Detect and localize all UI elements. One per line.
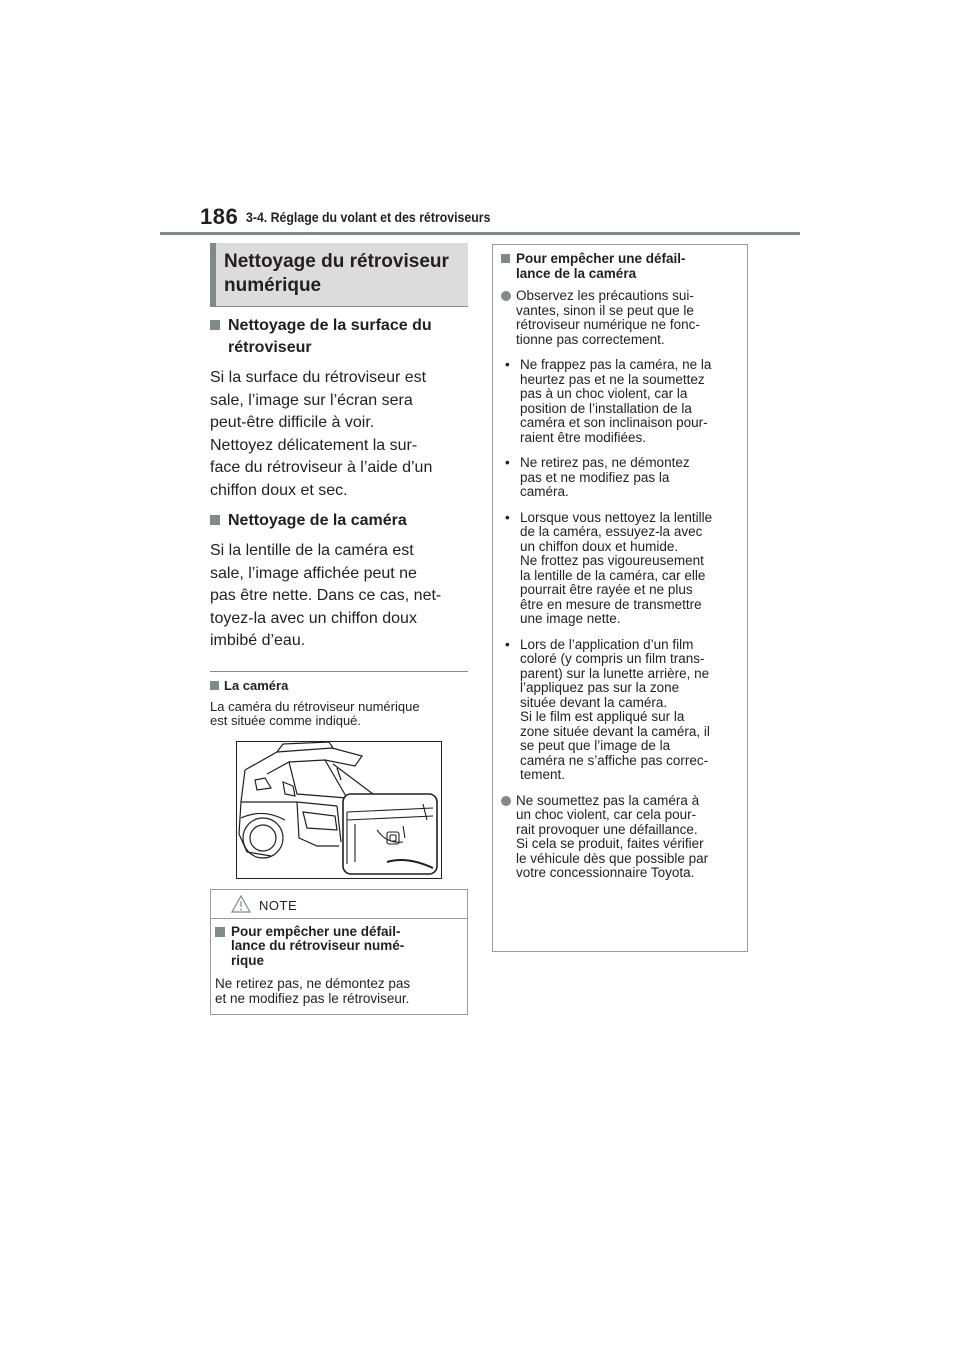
list-item [501, 638, 739, 783]
note-label: NOTE [259, 897, 298, 913]
page-number: 186 [200, 204, 239, 229]
camera-failure-box [492, 244, 748, 952]
right-heading-text: Pour empêcher une défail- lance de la caméra [516, 251, 686, 281]
bullet-icon: • [505, 455, 510, 470]
la-camera-heading-text: La caméra [224, 677, 289, 693]
camera-text: Si la lentille de la caméra est sale, l’image affichée peut ne pas être nette. Dans ce cas, net- toyez-la avec un chiffon doux imbibé d’eau. [210, 542, 442, 649]
warning-triangle-icon [231, 895, 251, 913]
camera-heading-text: Nettoyage de la caméra [228, 512, 407, 529]
note-text: Ne retirez pas, ne démontez pas et ne modifiez pas le rétroviseur. [215, 976, 411, 1006]
list-item [501, 511, 739, 627]
note-heading-text: Pour empêcher une défail- lance du rétroviseur numé- rique [231, 923, 405, 968]
la-camera-heading [210, 678, 468, 694]
circle-item-text: Ne soumettez pas la caméra à un choc violent, car cela pour- rait provoquer une défaillance. Si cela se produit, faites vérifier le véhicule dès que possible par votre concessionnaire Toyota. [516, 792, 709, 880]
square-bullet-icon [215, 927, 225, 937]
square-bullet-icon [501, 254, 510, 263]
list-item-text: Lors de l’application d’un film coloré (y compris un film trans- parent) sur la lunette arrière, ne l’appliquez pas sur la zone située devant la caméra. Si le film est appliqué sur la zone située devant la caméra, il se peut que l’image de la caméra ne s’affiche pas correc- tement. [520, 636, 710, 782]
square-bullet-icon [210, 681, 219, 690]
note-header [211, 890, 467, 919]
square-bullet-icon [210, 515, 220, 525]
bullet-icon: • [505, 509, 510, 525]
circle-bullet-icon [501, 291, 511, 301]
list-item-text: Lorsque vous nettoyez la lentille de la caméra, essuyez-la avec un chiffon doux et humide. Ne frottez pas vigoureusement la lentille de la caméra, car elle pourrait être rayée et ne plus être en mesure de transmettre une image nette. [520, 509, 713, 626]
note-box [210, 889, 468, 1016]
vehicle-rear-camera-illustration [237, 742, 441, 878]
header-rule [160, 232, 800, 235]
camera-heading [210, 510, 468, 532]
list-item [501, 456, 739, 500]
bullet-icon: • [505, 357, 510, 372]
circle-item-text: Observez les précautions sui- vantes, sinon il se peut que le rétroviseur numérique ne fonc- tionne pas correctement. [516, 288, 700, 347]
circle-item-precautions [501, 289, 739, 347]
note-heading [215, 925, 463, 969]
surface-text: Si la surface du rétroviseur est sale, l’image sur l’écran sera peut-être difficile à voir. Nettoyez délicatement la sur- face du rétroviseur à l’aide d’un chiffon doux et sec. [210, 369, 433, 499]
section-heading-box: Nettoyage du rétroviseur numérique [210, 243, 468, 307]
right-heading [501, 252, 739, 281]
camera-section [210, 510, 468, 653]
surface-heading-text: Nettoyage de la surface du rétroviseur [228, 317, 432, 356]
surface-section [210, 315, 468, 502]
la-camera-text: La caméra du rétroviseur numérique est située comme indiqué. [210, 698, 420, 728]
circle-item-shock [501, 794, 739, 881]
camera-location-figure [236, 741, 442, 879]
note-body [211, 919, 467, 1015]
la-camera-section [210, 678, 468, 729]
circle-bullet-icon [501, 796, 511, 806]
list-item [501, 358, 739, 445]
surface-heading [210, 315, 468, 359]
square-bullet-icon [210, 320, 220, 330]
left-column [210, 243, 468, 1015]
bullet-icon: • [505, 636, 510, 652]
section-title: 3-4. Réglage du volant et des rétroviseurs [246, 209, 491, 225]
list-item-text: Ne frappez pas la caméra, ne la heurtez pas et ne la soumettez pas à un choc violent, car la position de l’installation de la caméra et son inclinaison pour- raient être modifiées. [520, 357, 712, 445]
divider [210, 671, 468, 672]
list-item-text: Ne retirez pas, ne démontez pas et ne modifiez pas la caméra. [520, 455, 690, 499]
